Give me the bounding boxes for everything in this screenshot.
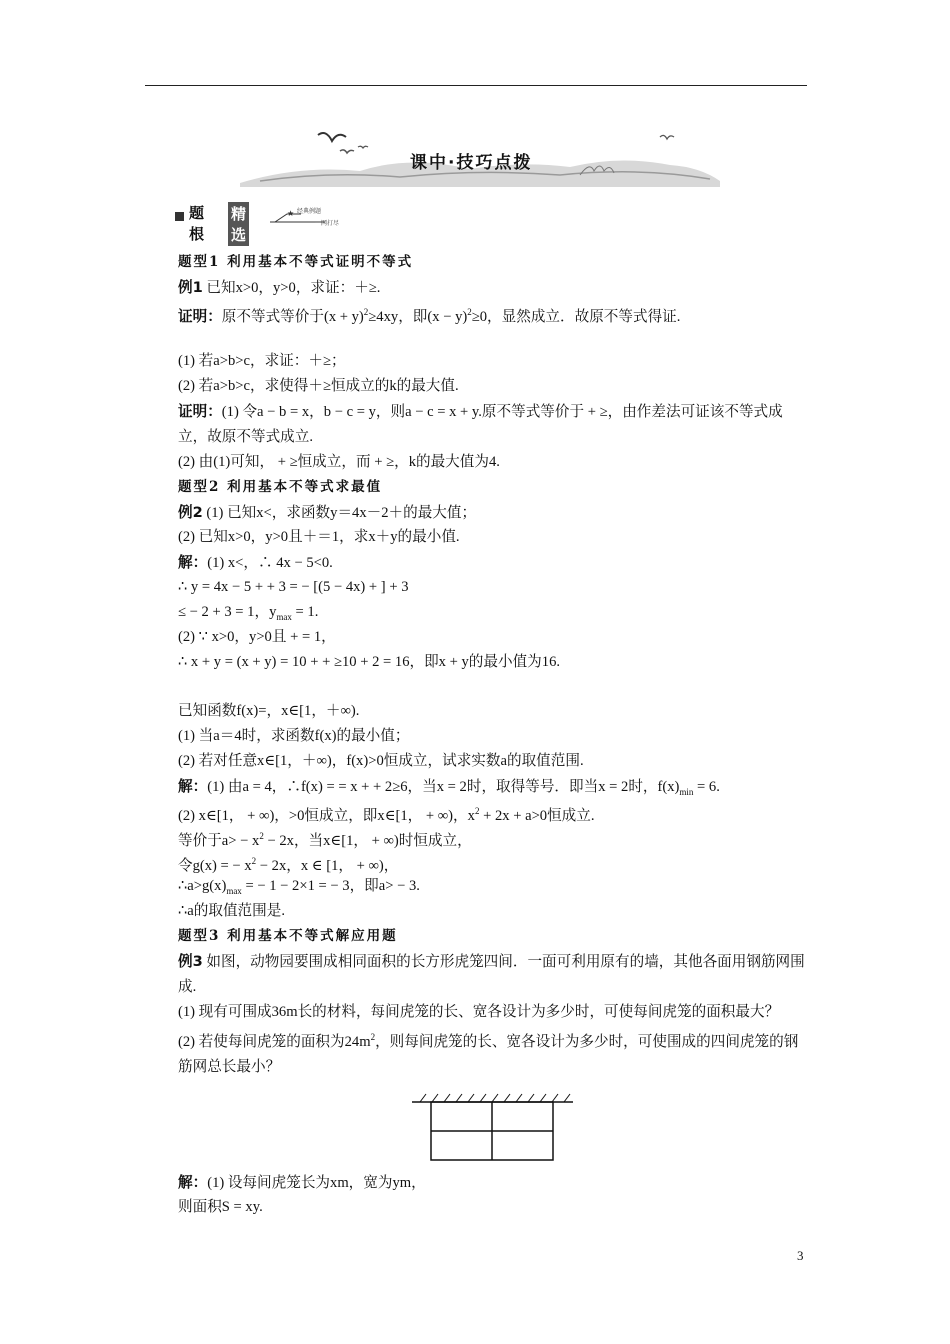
- lead-label: 证明：: [178, 307, 222, 325]
- banner-title: 课中·技巧点拨: [410, 153, 533, 173]
- text-line: (1) 当a＝4时，求函数f(x)的最小值；: [178, 728, 410, 744]
- star-icon: ★: [287, 209, 295, 218]
- sub-banner-small-2: 一网打尽: [315, 220, 340, 227]
- text-line: (2) 若使每间虎笼的面积为$24m^2$，则每间虎笼的长、宽各设计为多少时，可使围成的四间虎笼的钢筋网总长最小？: [178, 1032, 799, 1075]
- text-line: (2) 已知x>0，y>0且＋＝1，求x＋y的最小值.: [178, 529, 460, 545]
- text-line: 等价于$a> - x^2 - 2x$，当x∈[1， + ∞)时恒成立，: [178, 831, 472, 849]
- header-rule: [145, 85, 807, 86]
- text-line: 证明：原不等式等价于$(x + y)^2\ge 4xy$，即$(x - y)^2\ge 0$，显然成立．故原不等式得证.: [178, 307, 681, 325]
- text-line: ∴ x + y = (x + y) = 10 + + ≥10 + 2 = 16，即x + y的最小值为16.: [178, 654, 561, 670]
- section-heading: 题型2 利用基本不等式求最值: [178, 479, 383, 495]
- text-line: 解：(1) x<，∴ 4x − 5<0.: [178, 554, 333, 571]
- tiger-cage-diagram: [410, 1092, 575, 1162]
- document-body: [145, 250, 810, 1080]
- text-line: ∴ y = 4x − 5 + + 3 = − [(5 − 4x) + ] + 3: [178, 579, 409, 595]
- text-line: (2) x∈[1， + ∞)，>0恒成立，即x∈[1， + ∞)，$x^2 + 2x + a>0$恒成立.: [178, 806, 595, 824]
- text-line: 解：(1) 由a = 4，∴f(x) = = x + + 2≥6，当x = 2时，取得等号．即当x = 2时，$f(x)_{min} = 6$.: [178, 778, 720, 797]
- text-line: (2) 由(1)可知， + ≥恒成立，而 + ≥，k的最大值为4.: [178, 454, 500, 470]
- bird-icon: [318, 133, 346, 141]
- text-line: 则面积S = xy.: [178, 1199, 263, 1215]
- bird-icon: [358, 146, 368, 148]
- blank-line: [145, 325, 810, 349]
- text-line: 已知函数f(x)=，x∈[1，＋∞).: [178, 703, 360, 719]
- text-line: (2) 若a>b>c，求使得＋≥恒成立的k的最大值.: [178, 378, 459, 394]
- text-line: $\therefore a>g(x)_{max}$ = − 1 − 2×1 = − 3，即a> − 3.: [178, 878, 420, 896]
- text-line: (1) 若a>b>c，求证：＋≥；: [178, 353, 346, 369]
- page-number: 3: [797, 1248, 804, 1263]
- text-line: (2) ∵ x>0，y>0且 + = 1，: [178, 629, 336, 645]
- text-line: (2) 若对任意x∈[1，＋∞)，f(x)>0恒成立，试求实数a的取值范围.: [178, 753, 584, 769]
- sub-banner-label-1: 题根: [189, 204, 205, 243]
- lead-label: 解：: [178, 554, 208, 571]
- text-line: ≤ − 2 + 3 = 1，$y_{max} = 1$.: [178, 604, 319, 622]
- text-line: 证明：(1) 令a − b = x，b − c = y，则a − c = x + y.原不等式等价于 + ≥，由作差法可证该不等式成立，故原不等式成立.: [178, 403, 783, 445]
- lead-label: 例2: [178, 504, 203, 521]
- section-heading: 题型1 利用基本不等式证明不等式: [178, 254, 414, 270]
- lead-label: 证明：: [178, 403, 222, 420]
- bird-icon: [660, 135, 674, 139]
- blank-line: [145, 675, 810, 699]
- text-line: 解：(1) 设每间虎笼长为xm，宽为ym，: [178, 1174, 426, 1191]
- text-line: 例3 如图，动物园要围成相同面积的长方形虎笼四间．一面可利用原有的墙，其他各面用钢筋网围成.: [178, 953, 805, 995]
- lead-label: 例1: [178, 279, 203, 296]
- sub-banner-small-1: 经典例题: [297, 208, 322, 215]
- text-line: 例1 已知x>0，y>0，求证：＋≥.: [178, 279, 381, 296]
- lead-label: 解：: [178, 1174, 208, 1191]
- text-line: 例2 (1) 已知x<，求函数y＝4x－2＋的最大值；: [178, 504, 477, 521]
- bird-icon: [340, 150, 354, 153]
- text-line: ∴a的取值范围是.: [178, 903, 285, 919]
- lead-label: 解：: [178, 778, 208, 795]
- text-line: (1) 现有可围成36m长的材料，每间虎笼的长、宽各设计为多少时，可使每间虎笼的面积最大？: [178, 1004, 780, 1020]
- section-heading: 题型3 利用基本不等式解应用题: [178, 928, 398, 944]
- sub-banner-label-2: 精选: [228, 202, 249, 246]
- text-line: 令g(x) = − $x^2 - 2x$，x ∈ [1， + ∞)，: [178, 856, 399, 874]
- document-body-continued: [145, 1170, 810, 1220]
- lead-label: 例3: [178, 953, 203, 970]
